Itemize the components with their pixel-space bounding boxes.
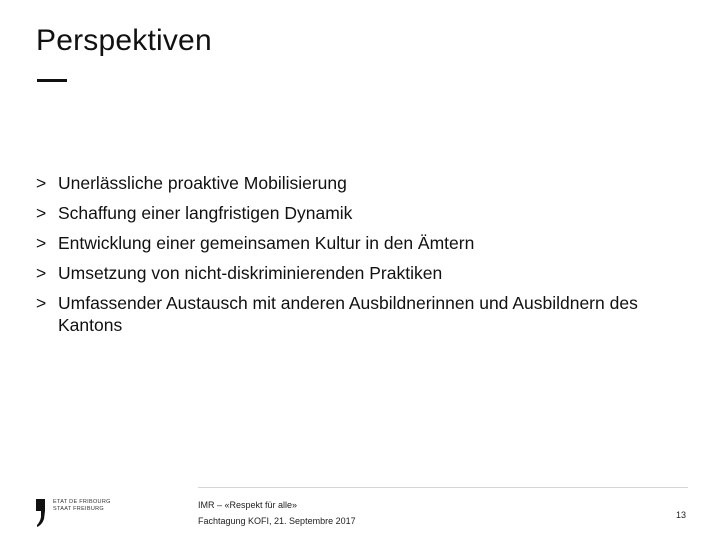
bullet-item xyxy=(36,232,656,254)
bullet-marker: > xyxy=(36,293,47,313)
title-underline xyxy=(37,79,67,82)
bullet-item xyxy=(36,202,656,224)
bullet-item xyxy=(36,172,656,194)
comma-logo-icon xyxy=(36,499,47,527)
footer-divider xyxy=(198,487,688,488)
footer-event-date: Fachtagung KOFI, 21. Septembre 2017 xyxy=(198,516,356,526)
bullet-text: Schaffung einer langfristigen Dynamik xyxy=(58,203,353,223)
page-number: 13 xyxy=(675,510,686,520)
logo-text-line: STAAT FREIBURG xyxy=(53,506,104,512)
bullet-marker: > xyxy=(36,233,47,253)
bullet-text: Umfassender Austausch mit anderen Ausbildnerinnen und Ausbildnern des Kantons xyxy=(58,293,638,335)
bullet-text: Unerlässliche proaktive Mobilisierung xyxy=(58,173,347,193)
logo-text-line: ETAT DE FRIBOURG xyxy=(53,499,111,505)
bullet-marker: > xyxy=(36,173,47,193)
bullet-text: Entwicklung einer gemeinsamen Kultur in den Ämtern xyxy=(58,233,475,253)
bullet-list xyxy=(36,172,656,344)
slide-title: Perspektiven xyxy=(36,24,212,57)
logo-text xyxy=(53,499,111,513)
bullet-marker: > xyxy=(36,263,47,283)
bullet-item xyxy=(36,262,656,284)
bullet-text: Umsetzung von nicht-diskriminierenden Praktiken xyxy=(58,263,443,283)
bullet-marker: > xyxy=(36,203,47,223)
bullet-item xyxy=(36,292,656,336)
footer-info xyxy=(198,497,356,529)
canton-logo xyxy=(36,499,116,527)
footer-event-title: IMR – «Respekt für alle» xyxy=(198,500,298,510)
